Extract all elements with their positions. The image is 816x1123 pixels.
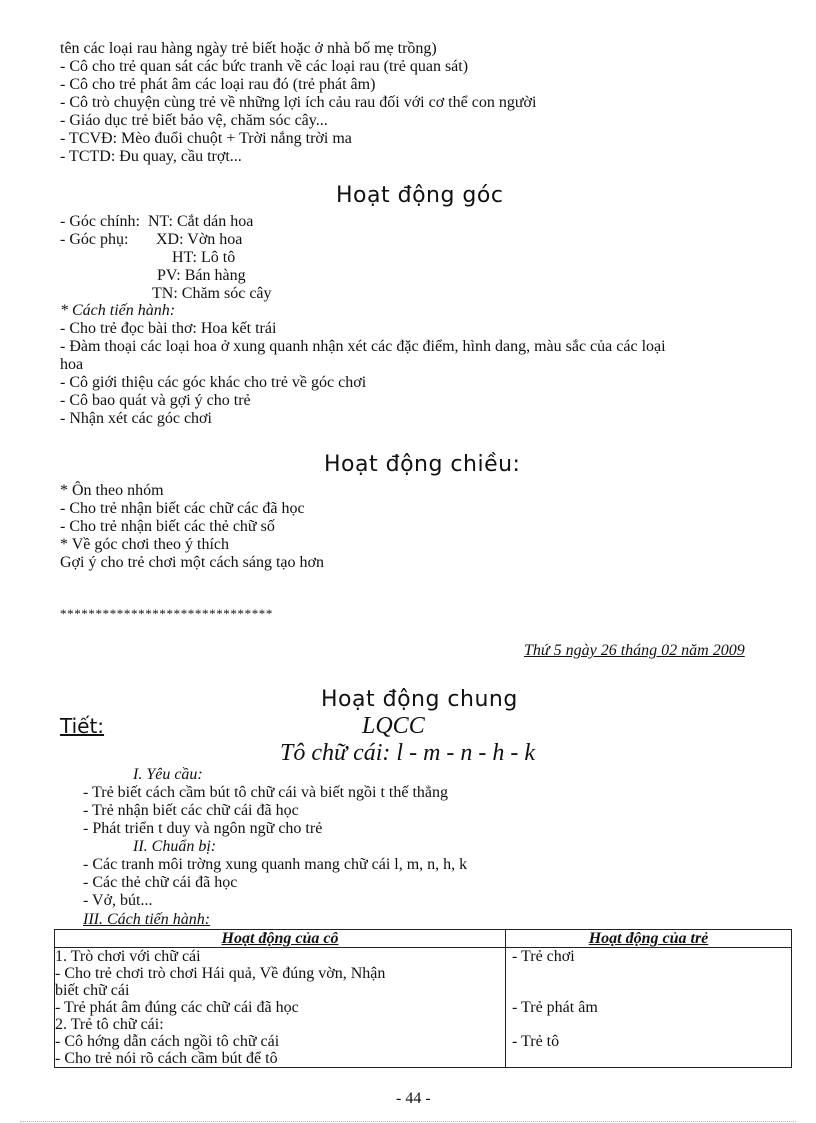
- text-line: - TCVĐ: Mèo đuổi chuột + Trời nắng trời ma: [60, 130, 352, 147]
- req-title: I. Yêu cầu:: [133, 766, 203, 783]
- heading-chung: Hoạt động chung: [321, 687, 518, 712]
- tiet-label: Tiết:: [60, 714, 105, 738]
- teacher-cell: [55, 948, 506, 1068]
- lesson-date: Thứ 5 ngày 26 tháng 02 năm 2009: [524, 642, 745, 659]
- goc-sub-item: PV: Bán hàng: [157, 267, 246, 284]
- text-line: - Cô bao quát và gợi ý cho trẻ: [60, 392, 251, 409]
- prep-list: [83, 856, 467, 910]
- text-line: - Giáo dục trẻ biết bảo vệ, chăm sóc cây...: [60, 112, 328, 129]
- goc-sub-item: TN: Chăm sóc cây: [152, 285, 272, 302]
- child-line: - Trẻ chơi: [512, 948, 575, 965]
- list-item: - Các thẻ chữ cái đã học: [83, 874, 238, 891]
- goc-main: [60, 213, 253, 231]
- teacher-line: - Cho trẻ nói rõ cách cầm bút để tô: [55, 1050, 278, 1067]
- text-line: - Cho trẻ nhận biết các thẻ chữ số: [60, 518, 275, 535]
- teacher-line: - Cô hớng dẫn cách ngồi tô chữ cái: [55, 1033, 280, 1050]
- teacher-line: - Trẻ phát âm đúng các chữ cái đã học: [55, 999, 299, 1016]
- table-row: [55, 948, 792, 1068]
- text-line: tên các loại rau hàng ngày trẻ biết hoặc ở nhà bố mẹ trồng): [60, 40, 437, 57]
- lesson-title: Tô chữ cái: l - m - n - h - k: [280, 740, 536, 766]
- heading-chieu: Hoạt động chiều:: [324, 452, 521, 477]
- method-title: III. Cách tiến hành:: [83, 911, 211, 928]
- text-line: - Cô cho trẻ phát âm các loại rau đó (trẻ phát âm): [60, 76, 376, 93]
- teacher-line: biết chữ cái: [55, 982, 130, 999]
- teacher-line: 2. Trẻ tô chữ cái:: [55, 1016, 164, 1033]
- list-item: - Trẻ nhận biết các chữ cái đã học: [83, 802, 299, 819]
- activity-table: [54, 929, 792, 1068]
- col-header-child: Hoạt động của trẻ: [506, 930, 792, 948]
- text-line: * Ôn theo nhóm: [60, 482, 164, 499]
- text-line: - Nhận xét các góc chơi: [60, 410, 212, 427]
- col-header-teacher: Hoạt động của cô: [55, 930, 506, 948]
- text-line: hoa: [60, 356, 84, 373]
- text-line: - TCTD: Đu quay, cầu trợt...: [60, 148, 242, 165]
- page-number: - 44 -: [396, 1090, 431, 1107]
- intro-block: [60, 40, 536, 166]
- goc-sub-item: XD: Vờn hoa: [156, 231, 243, 248]
- text-line: - Cô giới thiệu các góc khác cho trẻ về góc chơi: [60, 374, 367, 391]
- text-line: - Cô cho trẻ quan sát các bức tranh về các loại rau (trẻ quan sát): [60, 58, 469, 75]
- child-line: - Trẻ phát âm: [512, 999, 598, 1016]
- goc-sub-item: HT: Lô tô: [172, 249, 236, 266]
- text-line: - Cô trò chuyện cùng trẻ về những lợi ích cảu rau đối với cơ thể con người: [60, 94, 537, 111]
- subject-title: LQCC: [362, 713, 425, 739]
- goc-method-block: [60, 320, 666, 428]
- goc-main-value: NT: Cắt dán hoa: [147, 213, 254, 230]
- teacher-line: 1. Trò chơi với chữ cái: [55, 948, 201, 965]
- list-item: - Phát triển t duy và ngôn ngữ cho trẻ: [83, 820, 323, 837]
- chieu-block: [60, 482, 324, 572]
- prep-title: II. Chuẩn bị:: [133, 838, 217, 855]
- text-line: Gợi ý cho trẻ chơi một cách sáng tạo hơn: [60, 554, 324, 571]
- text-line: - Đàm thoại các loại hoa ở xung quanh nhận xét các đặc điểm, hình dang, màu sắc của các loại: [60, 338, 666, 355]
- list-item: - Trẻ biết cách cầm bút tô chữ cái và biết ngồi t thế thẳng: [83, 784, 449, 801]
- text-line: - Cho trẻ nhận biết các chữ các đã học: [60, 500, 305, 517]
- list-item: - Vở, bút...: [83, 892, 153, 909]
- goc-sub-label: - Góc phụ:: [60, 231, 129, 248]
- child-cell: [506, 948, 792, 1068]
- teacher-line: - Cho trẻ chơi trò chơi Hái quả, Về đúng vờn, Nhận: [55, 965, 386, 982]
- goc-main-label: - Góc chính:: [60, 213, 140, 230]
- req-list: [83, 784, 448, 838]
- footer-divider: [20, 1121, 796, 1122]
- text-line: - Cho trẻ đọc bài thơ: Hoa kết trái: [60, 320, 277, 337]
- goc-method-title: * Cách tiến hành:: [60, 302, 176, 319]
- stars-separator: ******************************: [60, 606, 273, 621]
- child-line: - Trẻ tô: [512, 1033, 560, 1050]
- goc-sub-list: [156, 231, 242, 249]
- list-item: - Các tranh môi trờng xung quanh mang chữ cái l, m, n, h, k: [83, 856, 468, 873]
- text-line: * Về góc chơi theo ý thích: [60, 536, 230, 553]
- heading-goc: Hoạt động góc: [336, 183, 504, 208]
- table-header-row: [55, 930, 792, 948]
